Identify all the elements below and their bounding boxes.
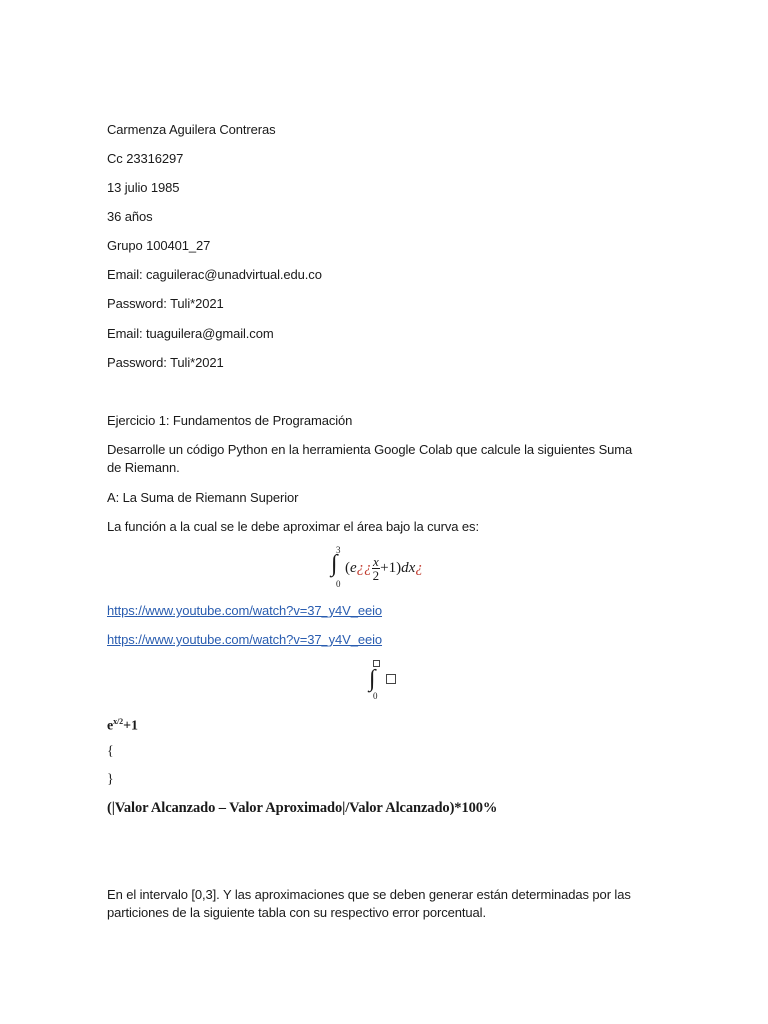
youtube-link-2[interactable]: https://www.youtube.com/watch?v=37_y4V_eeio — [107, 632, 383, 647]
open-paren: ( — [345, 559, 350, 576]
dx: dx — [401, 559, 416, 576]
birth-date: 13 julio 1985 — [107, 180, 180, 195]
student-name: Carmenza Aguilera Contreras — [107, 122, 276, 137]
function-intro: La función a la cual se le debe aproximar el área bajo la curva es: — [107, 519, 479, 534]
placeholder-glyph-2: ¿ — [415, 559, 423, 576]
integral-lower-limit-2: 0 — [373, 691, 378, 701]
open-brace: { — [107, 744, 114, 759]
id-number: Cc 23316297 — [107, 151, 184, 166]
exercise-description: Desarrolle un código Python en la herramienta Google Colab que calcule la siguientes Suma de Riemann. — [107, 442, 633, 475]
email-secondary: Email: tuaguilera@gmail.com — [107, 326, 274, 341]
exp-base: e — [107, 718, 114, 734]
integrand-placeholder — [386, 674, 396, 684]
exercise-title: Ejercicio 1: Fundamentos de Programación — [107, 413, 353, 428]
integral-lower-limit: 0 — [336, 579, 341, 589]
integral-sign: ∫ — [331, 551, 338, 577]
euler-e: e — [350, 559, 357, 576]
group: Grupo 100401_27 — [107, 238, 211, 253]
exponential-expression — [107, 714, 138, 735]
password-secondary: Password: Tuli*2021 — [107, 355, 224, 370]
age: 36 años — [107, 209, 153, 224]
percent-error-formula: (|Valor Alcanzado – Valor Aproximado|/Valor Alcanzado)*100% — [107, 800, 498, 816]
email-primary: Email: caguilerac@unadvirtual.edu.co — [107, 267, 322, 282]
integral-sign-2: ∫ — [369, 666, 376, 692]
fraction-numerator: x — [373, 554, 379, 569]
fraction-denominator: 2 — [372, 568, 380, 583]
youtube-link-1[interactable]: https://www.youtube.com/watch?v=37_y4V_eeio — [107, 603, 383, 618]
integrand — [345, 555, 423, 582]
integral-upper-limit: 3 — [336, 545, 341, 555]
exercise-subtitle: A: La Suma de Riemann Superior — [107, 490, 299, 505]
placeholder-integral — [368, 658, 408, 702]
placeholder-glyph-1: ¿¿ — [356, 559, 372, 576]
integral-formula — [330, 545, 470, 590]
close-brace: } — [107, 772, 114, 787]
password-primary: Password: Tuli*2021 — [107, 296, 224, 311]
plus-one: +1) — [380, 559, 402, 576]
fraction-x-over-2 — [372, 555, 381, 582]
exp-tail: +1 — [123, 718, 138, 734]
exp-exponent: x/2 — [113, 717, 124, 726]
interval-description: En el intervalo [0,3]. Y las aproximaciones que se deben generar están determinadas por las particiones de la siguiente tabla con su respectivo error porcentual. — [107, 887, 631, 920]
